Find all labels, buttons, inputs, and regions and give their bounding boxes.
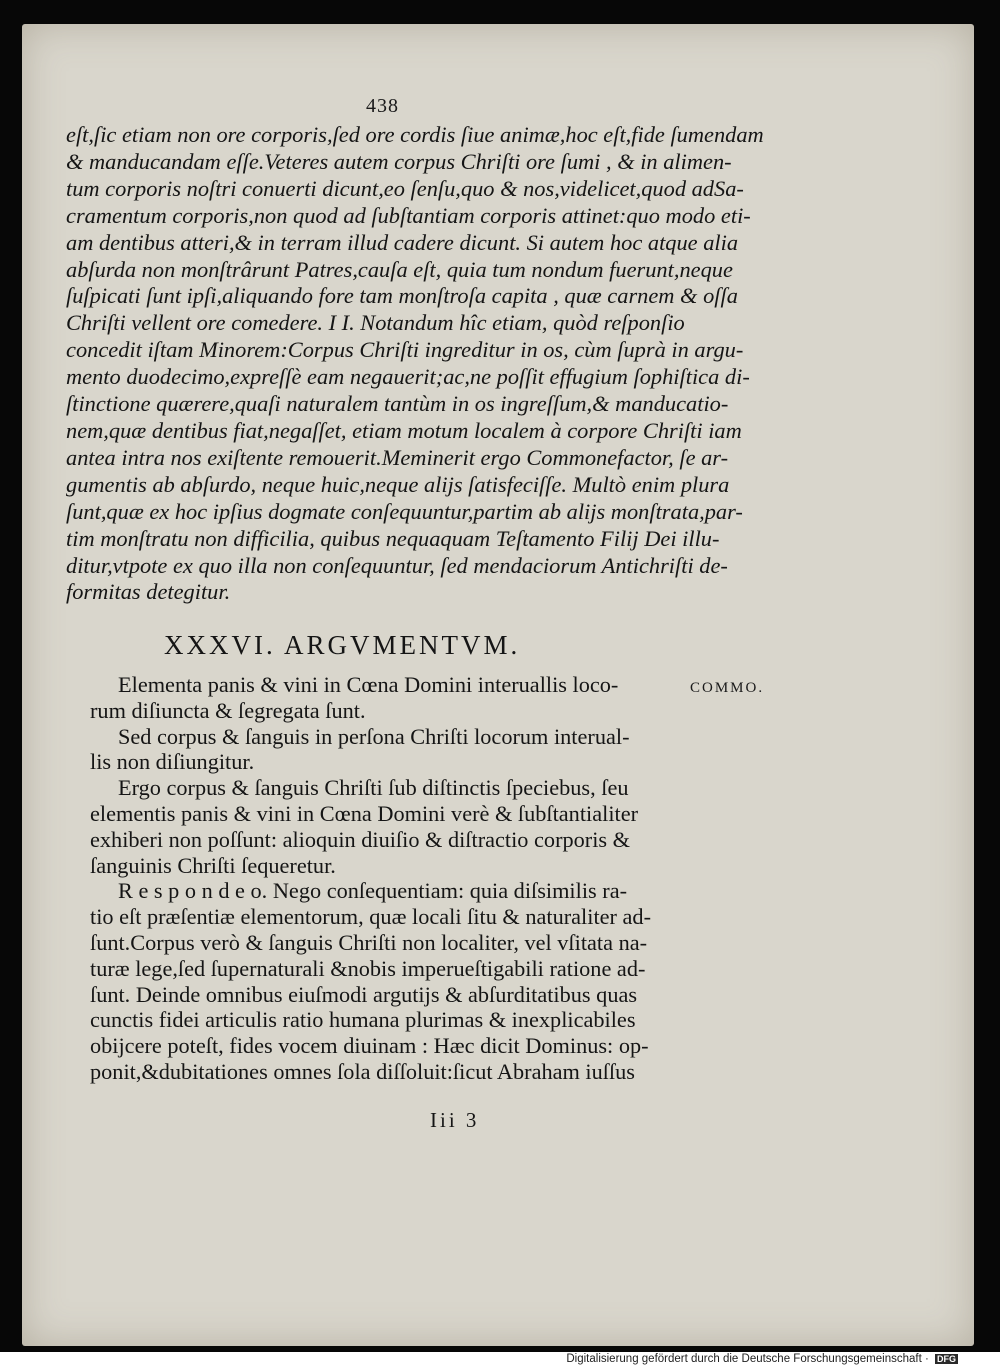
text-line: tio eſt præſentiæ elementorum, quæ locali ſitu & naturaliter ad- bbox=[90, 904, 652, 930]
text-line: antea intra nos exiſtente remouerit.Meminerit ergo Commonefactor, ſe ar- bbox=[66, 444, 729, 470]
text-line: concedit iſtam Minorem:Corpus Chriſti ingreditur in os, cùm ſuprà in argu- bbox=[66, 337, 744, 363]
text-line: & manducandam eſſe.Veteres autem corpus Chriſti ore ſumi , & in alimen- bbox=[66, 148, 732, 174]
margin-note: COMMO. bbox=[690, 680, 765, 696]
footer bbox=[566, 1353, 958, 1365]
text-line: elementis panis & vini in Cœna Domini verè & ſubſtantialiter bbox=[90, 800, 639, 826]
text-line: lis non diſiungitur. bbox=[90, 749, 255, 775]
text-line: nem,quæ dentibus fiat,negaſſet, etiam motum localem à corpore Chriſti iam bbox=[66, 417, 742, 443]
signature-mark: Iii 3 bbox=[430, 1108, 480, 1132]
text-line: rum diſiuncta & ſegregata ſunt. bbox=[90, 697, 366, 723]
text-line: gumentis ab abſurdo, neque huic,neque alijs ſatisfeciſſe. Multò enim plura bbox=[66, 471, 730, 497]
text-line: turæ lege,ſed ſupernaturali &nobis imperueſtigabili ratione ad- bbox=[90, 955, 646, 981]
text-line: Ergo corpus & ſanguis Chriſti ſub diſtinctis ſpeciebus, ſeu bbox=[118, 775, 629, 801]
text-line: ſanguinis Chriſti ſequeretur. bbox=[90, 852, 336, 878]
text-line: mento duodecimo,expreſſè eam negauerit;ac,ne poſſit effugium ſophiſtica di- bbox=[66, 364, 750, 390]
text-line: ſunt.Corpus verò & ſanguis Chriſti non localiter, vel vſitata na- bbox=[90, 929, 648, 955]
text-line: ſunt. Deinde omnibus eiuſmodi argutijs & abſurditatibus quas bbox=[90, 981, 638, 1007]
text-line: tim monſtratu non difficilia, quibus nequaquam Teſtamento Filij Dei illu- bbox=[66, 525, 720, 551]
text-line: ſtinctione quærere,quaſi naturalem tantùm in os ingreſſum,& manducatio- bbox=[66, 391, 729, 417]
text-line: Chriſti vellent ore comedere. I I. Notandum hîc etiam, quòd reſponſio bbox=[66, 310, 685, 336]
text-line: Sed corpus & ſanguis in perſona Chriſti locorum interual- bbox=[118, 723, 630, 749]
text-line: obijcere poteſt, fides vocem diuinam : Hæc dicit Dominus: op- bbox=[90, 1033, 649, 1059]
footer-credit: Digitalisierung gefördert durch die Deutsche Forschungsgemeinschaft · bbox=[566, 1353, 929, 1365]
dfg-logo-icon: DFG bbox=[937, 1354, 956, 1364]
text-line: ſuſpicati ſunt ipſi,aliquando fore tam monſtroſa capita , quæ carnem & oſſa bbox=[66, 283, 738, 309]
section-heading: XXXVI. ARGVMENTVM. bbox=[164, 630, 521, 660]
text-line: cunctis fidei articulis ratio humana plurimas & inexplicabiles bbox=[90, 1007, 636, 1033]
text-line: R e s p o n d e o. Nego conſequentiam: quia diſsimilis ra- bbox=[118, 878, 628, 904]
italic-text-block bbox=[66, 122, 764, 606]
text-line: am dentibus atteri,& in terram illud cadere dicunt. Si autem hoc atque alia bbox=[66, 229, 739, 255]
text-line: abſurda non monſtrârunt Patres,cauſa eſt, quia tum nondum fuerunt,neque bbox=[66, 256, 733, 282]
text-line: exhiberi non poſſunt: alioquin diuiſio & diſtractio corporis & bbox=[90, 826, 631, 852]
text-line: ponit,&dubitationes omnes ſola diſſoluit:ſicut Abraham iuſſus bbox=[90, 1058, 635, 1084]
text-line: cramentum corporis,non quod ad ſubſtantiam corporis attinet:quo modo eti- bbox=[66, 202, 751, 228]
text-line: ditur,vtpote ex quo illa non conſequuntur, ſed mendaciorum Antichriſti de- bbox=[66, 552, 728, 578]
page-number: 438 bbox=[366, 95, 399, 117]
text-line: formitas detegitur. bbox=[66, 579, 231, 605]
roman-text-block bbox=[90, 672, 690, 1085]
text-line: ſunt,quæ ex hoc ipſius dogmate conſequuntur,partim ab alijs monſtrata,par- bbox=[66, 498, 743, 524]
text-line: eſt,ſic etiam non ore corporis,ſed ore cordis ſiue animæ,hoc eſt,fide ſumendam bbox=[66, 122, 764, 147]
text-line: tum corporis noſtri conuerti dicunt,eo ſenſu,quo & nos,videlicet,quod adSa- bbox=[66, 175, 744, 201]
text-line: Elementa panis & vini in Cœna Domini interuallis loco- bbox=[118, 672, 619, 697]
